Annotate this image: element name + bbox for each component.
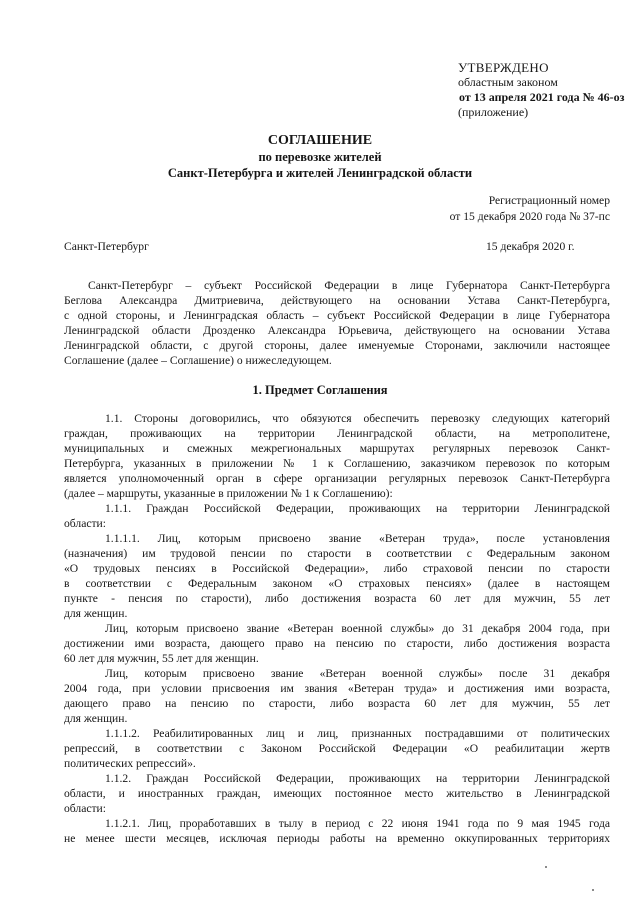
body-line: пункте - пенсия по старости), либо достижения возраста 60 лет для мужчин, 55 лет bbox=[64, 592, 610, 605]
body-line: Лиц, которым присвоено звание «Ветеран военной службы» после 31 декабря bbox=[105, 667, 610, 680]
scan-speck bbox=[545, 866, 547, 868]
body-line: политических репрессий». bbox=[64, 757, 196, 770]
document-date: 15 декабря 2020 г. bbox=[486, 240, 575, 253]
place: Санкт-Петербург bbox=[64, 240, 149, 253]
body-line: Петербурга, указанных в приложении № 1 к Соглашению, заказчиком перевозок по которым bbox=[64, 457, 610, 470]
scan-speck bbox=[592, 889, 594, 891]
document-subtitle-2: Санкт-Петербурга и жителей Ленинградской области bbox=[167, 166, 473, 180]
body-line: 60 лет для мужчин, 55 лет для женщин. bbox=[64, 652, 259, 665]
registration-value: от 15 декабря 2020 года № 37-пс bbox=[449, 210, 610, 223]
approval-by: областным законом bbox=[458, 75, 558, 89]
document-subtitle-1: по перевозке жителей bbox=[258, 150, 382, 164]
preamble-line: Беглова Александра Дмитриевича, действующего на основании Устава Санкт-Петербурга, bbox=[64, 294, 610, 307]
body-line: области: bbox=[64, 802, 106, 815]
preamble-line: Ленинградской области Дрозденко Александра Юрьевича, действующего на основании Устава bbox=[64, 324, 610, 337]
body-line: 1.1.1. Граждан Российской Федерации, проживающих на территории Ленинградской bbox=[105, 502, 610, 515]
body-line: «О трудовых пенсиях в Российской Федерации», либо страховой пенсии по старости bbox=[64, 562, 610, 575]
preamble-line: Ленинградской области, с другой стороны, далее именуемые Сторонами, заключили настоящее bbox=[64, 339, 610, 352]
body-line: области, и иностранных граждан, имеющих постоянное место жительство в Ленинградской bbox=[64, 787, 610, 800]
preamble-line: Соглашение (далее – Соглашение) о нижеследующем. bbox=[64, 354, 332, 367]
body-line: граждан, проживающих на территории Ленинградской области, на метрополитене, bbox=[64, 427, 610, 440]
section-heading: 1. Предмет Соглашения bbox=[252, 383, 388, 397]
body-line: муниципальных и смежных межрегиональных маршрутах регулярных перевозок Санкт- bbox=[64, 442, 610, 455]
body-line: 1.1.2. Граждан Российской Федерации, проживающих на территории Ленинградской bbox=[105, 772, 610, 785]
body-line: 1.1.2.1. Лиц, проработавших в тылу в период с 22 июня 1941 года по 9 мая 1945 года bbox=[105, 817, 610, 830]
body-line: в соответствии с Федеральным законом «О страховых пенсиях» (далее в настоящем bbox=[64, 577, 610, 590]
body-line: 2004 года, при условии присвоения им звания «Ветеран труда» и достижения ими возраста, bbox=[64, 682, 610, 695]
body-line: дающего право на пенсию по старости, либо возраста 60 лет для мужчин, 55 лет bbox=[64, 697, 610, 710]
body-line: 1.1.1.2. Реабилитированных лиц и лиц, признанных пострадавшими от политических bbox=[105, 727, 610, 740]
body-line: является уполномоченный орган в сфере организации регулярных перевозок Санкт-Петербурга bbox=[64, 472, 610, 485]
preamble-line: с одной стороны, и Ленинградская область – субъект Российской Федерации в лице Губернатора bbox=[64, 309, 610, 322]
body-line: 1.1. Стороны договорились, что обязуются обеспечить перевозку следующих категорий bbox=[105, 412, 610, 425]
approval-note: (приложение) bbox=[458, 105, 529, 119]
approval-block bbox=[458, 60, 638, 120]
body-line: для женщин. bbox=[64, 607, 128, 620]
body-line: (далее – маршруты, указанные в приложении № 1 к Соглашению): bbox=[64, 487, 393, 500]
body-line: (назначения) им трудовой пенсии по старости в соответствии с Федеральным законом bbox=[64, 547, 610, 560]
body-line: 1.1.1.1. Лиц, которым присвоено звание «Ветеран труда», после установления bbox=[105, 532, 610, 545]
registration-label: Регистрационный номер bbox=[488, 194, 610, 207]
approval-stamp: УТВЕРЖДЕНО bbox=[458, 60, 549, 75]
body-line: области: bbox=[64, 517, 106, 530]
body-line: репрессий, в соответствии с Законом Российской Федерации «О реабилитации жертв bbox=[64, 742, 610, 755]
body-line: достижении ими возраста, дающего право на пенсию по старости, либо достижения возраста bbox=[64, 637, 610, 650]
document-title: СОГЛАШЕНИЕ bbox=[267, 133, 373, 148]
body-line: Лиц, которым присвоено звание «Ветеран военной службы» до 31 декабря 2004 года, при bbox=[105, 622, 610, 635]
preamble-line: Санкт-Петербург – субъект Российской Федерации в лице Губернатора Санкт-Петербурга bbox=[88, 279, 610, 292]
body-line: для женщин. bbox=[64, 712, 128, 725]
body-line: не менее шести месяцев, исключая периоды работы на временно оккупированных территориях bbox=[64, 832, 610, 845]
approval-date: от 13 апреля 2021 года № 46-оз bbox=[459, 90, 625, 104]
